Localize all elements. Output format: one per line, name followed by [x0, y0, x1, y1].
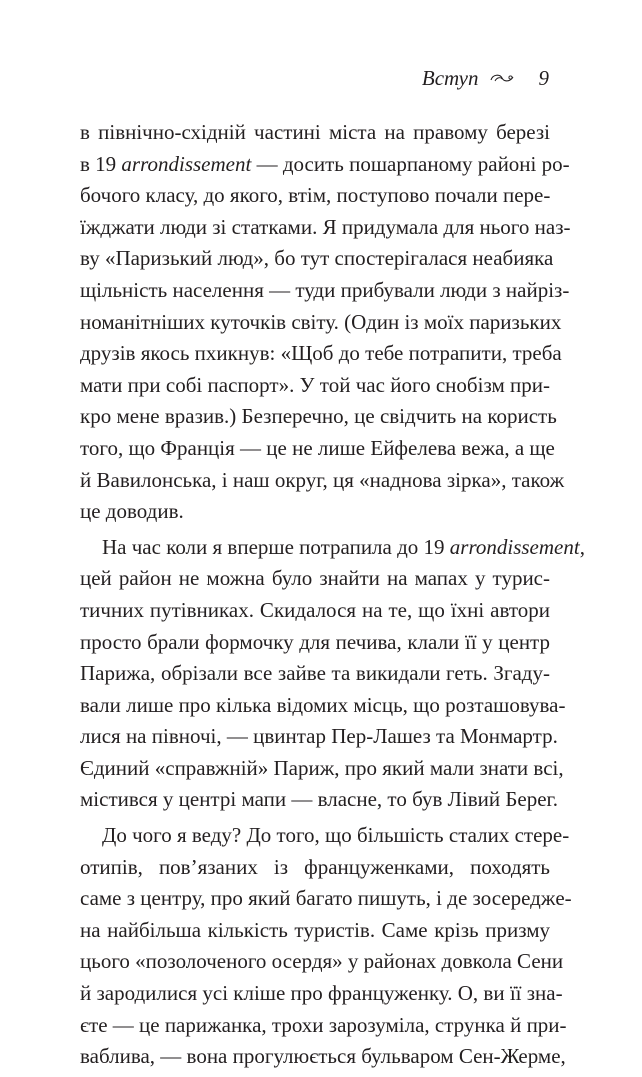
text-run: в 19	[80, 151, 122, 176]
paragraph	[80, 117, 571, 528]
text-run: — досить пошарпаному районі ро-	[251, 151, 570, 176]
text-run: На час коли я вперше потрапила до 19	[102, 534, 450, 559]
swirl-ornament-icon	[489, 71, 515, 85]
text-line	[80, 627, 550, 659]
page-number: 9	[538, 65, 549, 90]
text-line	[80, 465, 565, 497]
text-run: Парижа, обрізали все зайве та викидали геть. Згаду-	[80, 661, 550, 686]
text-run: на найбільша кількість туристів. Саме крізь призму	[80, 917, 550, 942]
text-run: кро мене вразив.) Безперечно, це свідчить на користь	[80, 404, 557, 429]
text-line	[80, 658, 550, 690]
body-text	[80, 117, 585, 1077]
text-run: просто брали формочку для печива, клали її у центр	[80, 629, 550, 654]
text-run: лися на півночі, — цвинтар Пер-Лашез та Монмартр.	[80, 724, 558, 749]
text-run: вали лише про кілька відомих місць, що розташовува-	[80, 692, 566, 717]
text-line	[80, 1041, 566, 1073]
text-run: номанітніших куточків світу. (Один із моїх паризьких	[80, 309, 562, 334]
text-run: Єдиний «справжній» Париж, про який мали знати всі,	[80, 755, 564, 780]
text-line	[80, 212, 571, 244]
text-run: цього «позолоченого осердя» у районах довкола Сени	[80, 949, 564, 974]
text-line	[80, 721, 558, 753]
text-line	[80, 117, 550, 149]
text-line	[80, 563, 550, 595]
text-run: в північно-східній частині міста на правому березі	[80, 120, 550, 144]
text-line	[80, 275, 570, 307]
text-line	[80, 595, 550, 627]
text-run: ваблива, — вона прогулюється бульваром Сен-Жерме,	[80, 1044, 566, 1069]
text-run: мати при собі паспорт». У той час його снобізм при-	[80, 372, 550, 397]
text-line	[80, 149, 570, 181]
text-run: містився у центрі мапи — власне, то був Лівий Берег.	[80, 787, 559, 812]
text-run: того, що Франція — це не лише Ейфелева вежа, а ще	[80, 435, 555, 460]
text-line	[80, 753, 564, 785]
chapter-title: Вступ	[421, 65, 479, 90]
text-line	[80, 690, 566, 722]
text-run: бочого класу, до якого, втім, поступово почали пере-	[80, 183, 551, 208]
text-run: щільність населення — туди прибували люди з найріз-	[80, 277, 570, 302]
paragraph	[80, 532, 585, 816]
text-run: й Вавилонська, і наш округ, ця «наднова зірка», також	[80, 467, 565, 492]
text-run: arrondissement	[121, 151, 252, 176]
text-line	[80, 1010, 567, 1042]
text-run: arrondissement	[449, 534, 580, 559]
text-run: єте — це парижанка, трохи зарозуміла, струнка й при-	[80, 1012, 567, 1037]
text-line	[80, 401, 557, 433]
text-line	[80, 338, 562, 370]
text-run: отипів, пов’язаних із француженками, походять	[80, 854, 550, 879]
text-line	[80, 243, 554, 275]
text-line	[80, 784, 559, 816]
paragraph	[80, 820, 572, 1073]
text-run: ,	[579, 534, 585, 559]
text-run: До чого я веду? До того, що більшість сталих стере-	[102, 823, 570, 848]
text-line	[80, 883, 572, 915]
text-line	[80, 820, 570, 852]
text-line	[80, 370, 550, 402]
text-run: й зародилися усі кліше про француженку. О, ви її зна-	[80, 981, 563, 1006]
text-run: друзів якось пхикнув: «Щоб до тебе потрапити, треба	[80, 341, 562, 366]
text-run: ву «Паризький люд», бо тут спостерігалася неабияка	[80, 246, 554, 271]
text-line	[80, 496, 550, 528]
text-line	[80, 946, 564, 978]
text-line	[80, 180, 550, 212]
text-line	[80, 307, 562, 339]
text-run: цей район не можна було знайти на мапах у турис-	[80, 566, 550, 591]
text-line	[80, 978, 563, 1010]
text-run: тичних путівниках. Скидалося на те, що їхні автори	[80, 597, 550, 622]
text-line	[80, 852, 550, 884]
text-line	[80, 532, 585, 564]
text-run: це доводив.	[80, 499, 184, 524]
running-head	[422, 63, 549, 93]
text-line	[80, 433, 555, 465]
text-run: їжджати люди зі статками. Я придумала для нього наз-	[80, 214, 571, 239]
text-run: саме з центру, про який багато пишуть, і де зосереджe-	[80, 886, 572, 911]
text-line	[80, 915, 550, 947]
